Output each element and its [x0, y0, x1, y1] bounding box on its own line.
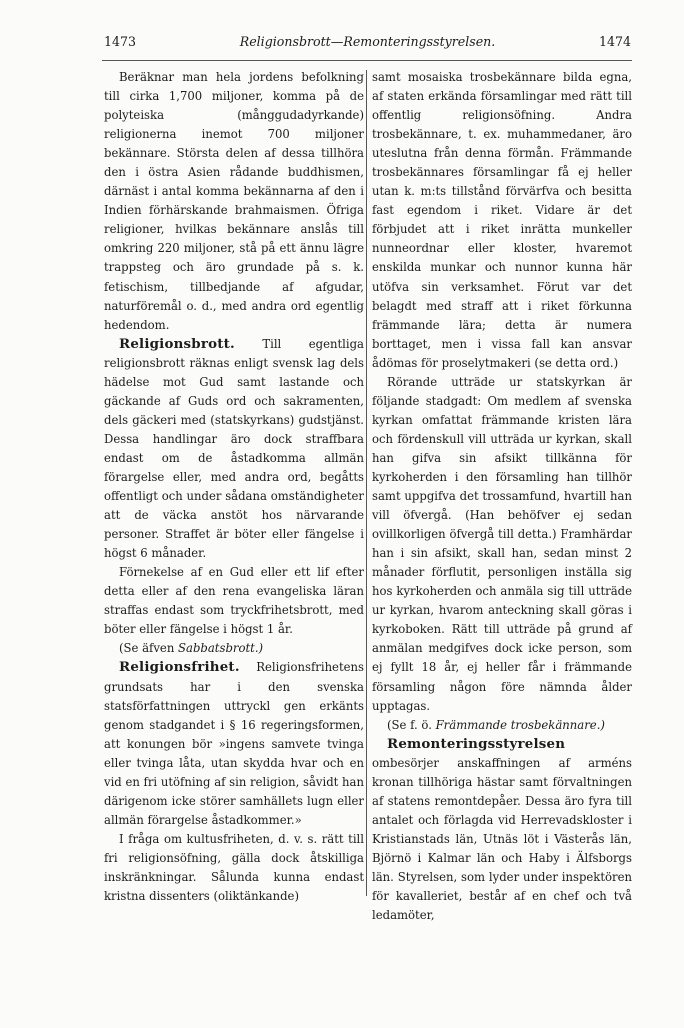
- running-header: [104, 34, 631, 54]
- column-divider: [366, 70, 367, 896]
- entry-text: Religionsfrihetens grundsats har i den svenska statsförfattningen uttryckl gen erkänts genom stadgandet i § 16 regeringsformen, att konungen bör »ingens samvete tvinga eller tvinga låta, utan skydda hvar och en vid en fri utöfning af sin religion, såvidt han därigenom icke störer samhällets lugn eller allmän förargelse åstadkommer.»: [104, 660, 364, 827]
- page-number-left: 1473: [104, 34, 137, 49]
- entry-text: Till egentliga religionsbrott räknas enligt svensk lag dels hädelse mot Gud samt lastande och gäckande af Guds ord och sakramenten, dels gäckeri med (statskyrkans) gudstjänst. Dessa handlingar äro dock straffbara endast om de åstadkomma allmän förargelse eller, med andra ord, begåtts offentligt och under sådana omständigheter att de väcka anstöt hos närvarande personer. Straffet är böter eller fängelse i högst 6 månader.: [104, 336, 364, 561]
- paragraph: samt mosaiska trosbekännare bilda egna, af staten erkända församlingar med rätt till offentlig religionsöfning. Andra trosbekännare, t. ex. muhammedaner, äro uteslutna från denna förmån. Främmande trosbekännares församlingar få ej heller utan k. m:ts tillstånd förvärfva och besitta fast egendom i riket. Vidare är det förbjudet att i riket inrätta munkeller nunneordnar eller kloster, hvaremot enskilda munkar och nunnor kunna här utöfva sin verksamhet. Förut var det belagdt med straff att i riket förkunna främmande lära; detta är numera borttaget, men i vissa fall kan ansvar ådömas för proselytmakeri (se detta ord.): [372, 70, 632, 370]
- running-title: Religionsbrott—Remonteringsstyrelsen.: [239, 34, 496, 49]
- left-column: [104, 68, 364, 906]
- entry-religionsbrott: [104, 335, 364, 564]
- entry-headword: Remonteringsstyrelsen: [387, 735, 566, 752]
- header-rule: [102, 60, 632, 61]
- paragraph: Förnekelse af en Gud eller ett lif efter detta eller af den rena evangeliska läran straffas endast som tryckfrihetsbrott, med böter eller fängelse i högst 1 år.: [104, 565, 364, 637]
- cross-reference-target: Sabbatsbrott.): [178, 641, 264, 656]
- paragraph: Beräknar man hela jordens befolkning till cirka 1,700 miljoner, komma på de polyteiska (månggudadyrkande) religionerna inemot 700 miljoner bekännare. Största delen af dessa tillhöra den i östra Asien rådande buddhismen, därnäst i antal komma bekännarna af den i Indien förhärskande brahmaismen. Öfriga religioner, hvilkas bekännare anslås till omkring 220 miljoner, stå på ett ännu lägre trappsteg och äro grundade på s. k. fetischism, tillbedjande af afgudar, naturföremål o. d., med andra ord egentlig hedendom.: [104, 70, 364, 332]
- entry-headword: Religionsfrihet.: [119, 659, 240, 676]
- cross-reference-target: Främmande trosbekännare.): [435, 717, 605, 732]
- paragraph: Rörande utträde ur statskyrkan är följande stadgadt: Om medlem af svenska kyrkan omfattat främmande kristen lära och fördenskull vill utträda ur kyrkan, skall han gifva sin afsikt tillkänna för kyrkoherden i den församling han tillhör samt uppgifva det trossamfund, hvartill han vill öfvergå. (Han behöfver ej sedan ovillkorligen öfvergå till detta.) Framhärdar han i sin afsikt, skall han, sedan minst 2 månader förflutit, personligen inställa sig hos kyrkoherden och anmäla sig till utträde ur kyrkan, hvarom anteckning skall göras i kyrkoboken. Rätt till utträde på grund af anmälan medgifves dock icke person, som ej fyllt 18 år, ej heller får i främmande församling någon före nämnda ålder upptagas.: [372, 374, 632, 713]
- page-number-right: 1474: [598, 34, 631, 49]
- paragraph: I fråga om kultusfriheten, d. v. s. rätt till fri religionsöfning, gälla dock åtskilliga inskränkningar. Sålunda kunna endast kristna dissenters (oliktänkande): [104, 831, 364, 904]
- entry-headword: Religionsbrott.: [119, 335, 235, 352]
- entry-religionsfrihet: [104, 658, 364, 829]
- entry-text: ombesörjer anskaffningen af arméns kronan tillhöriga hästar samt förvaltningen af statens remontdepåer. Dessa äro fyra till antalet och förlagda vid Herrevadskloster i Kristianstads län, Utnäs löt i Västerås län, Björnö i Kalmar län och Haby i Älfsborgs län. Styrelsen, som lyder under inspektören för kavalleriet, består af en chef och två ledamöter,: [372, 755, 632, 923]
- entry-remonteringsstyrelsen: [372, 735, 632, 925]
- right-column: [372, 68, 632, 925]
- cross-reference: (Se äfven Sabbatsbrott.): [119, 641, 264, 656]
- cross-reference: (Se f. ö. Främmande trosbekännare.): [387, 717, 605, 732]
